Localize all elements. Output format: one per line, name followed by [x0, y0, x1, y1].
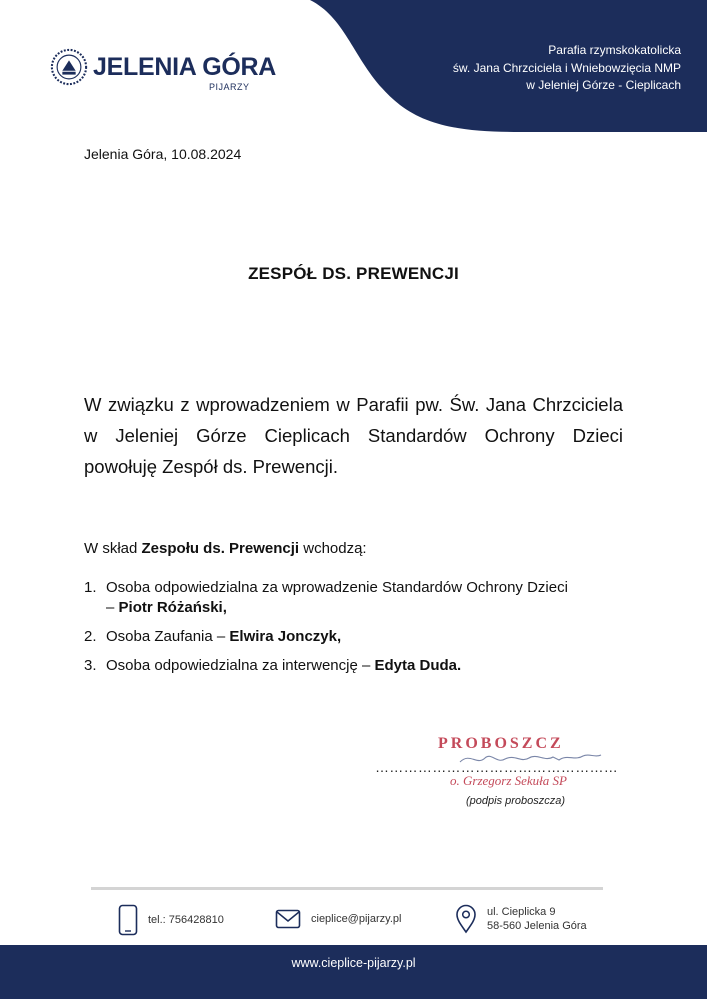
- phone-number: tel.: 756428810: [148, 914, 224, 926]
- location-pin-icon: [455, 904, 477, 934]
- parish-line: w Jeleniej Górze - Cieplicach: [526, 78, 681, 92]
- parish-line: św. Jana Chrzciciela i Wniebowzięcia NMP: [452, 60, 681, 75]
- signature-line: ……………………………………………: [375, 759, 619, 775]
- member-role: Osoba Zaufania –: [106, 628, 230, 645]
- member-role: Osoba odpowiedzialna za interwencję –: [106, 657, 375, 674]
- footer-address: [455, 904, 587, 934]
- parish-priest-stamp: PROBOSZCZ: [438, 735, 564, 752]
- list-number: 3.: [84, 657, 97, 674]
- logo-subtitle: PIJARZY: [209, 82, 250, 92]
- composition-prefix: W skład: [84, 540, 142, 557]
- member-role: Osoba odpowiedzialna za wprowadzenie Standardów Ochrony Dzieci: [106, 579, 568, 596]
- list-number: 1.: [84, 579, 97, 596]
- composition-suffix: wchodzą:: [299, 540, 367, 557]
- composition-sentence: [84, 540, 367, 557]
- composition-bold: Zespołu ds. Prewencji: [141, 540, 300, 557]
- list-number: 2.: [84, 628, 97, 645]
- document-date: Jelenia Góra, 10.08.2024: [84, 146, 242, 162]
- website-link[interactable]: www.cieplice-pijarzy.pl: [291, 956, 416, 970]
- parish-line: Parafia rzymskokatolicka: [548, 43, 681, 57]
- email-address: cieplice@pijarzy.pl: [311, 913, 402, 925]
- list-item: [84, 627, 644, 647]
- address-street: ul. Cieplicka 9: [487, 906, 556, 918]
- parish-name: [453, 42, 681, 95]
- footer-bar: [0, 945, 707, 999]
- phone-icon: [118, 904, 138, 936]
- member-name: Edyta Duda.: [374, 657, 462, 674]
- logo: [50, 48, 276, 86]
- priest-name-stamp: o. Grzegorz Sekuła SP: [450, 773, 567, 788]
- member-name: Elwira Jonczyk,: [229, 628, 342, 645]
- member-dash: –: [106, 599, 119, 616]
- members-list: [84, 578, 644, 685]
- footer-divider: [91, 887, 603, 890]
- mail-icon: [275, 909, 301, 929]
- list-item: [84, 578, 644, 618]
- signature-caption: (podpis proboszcza): [466, 795, 566, 807]
- member-name: Piotr Różański,: [118, 599, 227, 616]
- document-title: ZESPÓŁ DS. PREWENCJI: [248, 264, 459, 283]
- logo-text: JELENIA GÓRA: [93, 53, 276, 81]
- parish-emblem-icon: [50, 48, 88, 86]
- footer-email: [275, 909, 401, 929]
- address: [487, 905, 587, 933]
- footer-phone: [118, 904, 224, 936]
- address-city: 58-560 Jelenia Góra: [487, 920, 587, 932]
- intro-paragraph: W związku z wprowadzeniem w Parafii pw. Św. Jana Chrzciciela w Jeleniej Górze Cieplicach Standardów Ochrony Dzieci powołuję Zespół ds. Prewencji.: [84, 394, 623, 477]
- list-item: [84, 656, 644, 676]
